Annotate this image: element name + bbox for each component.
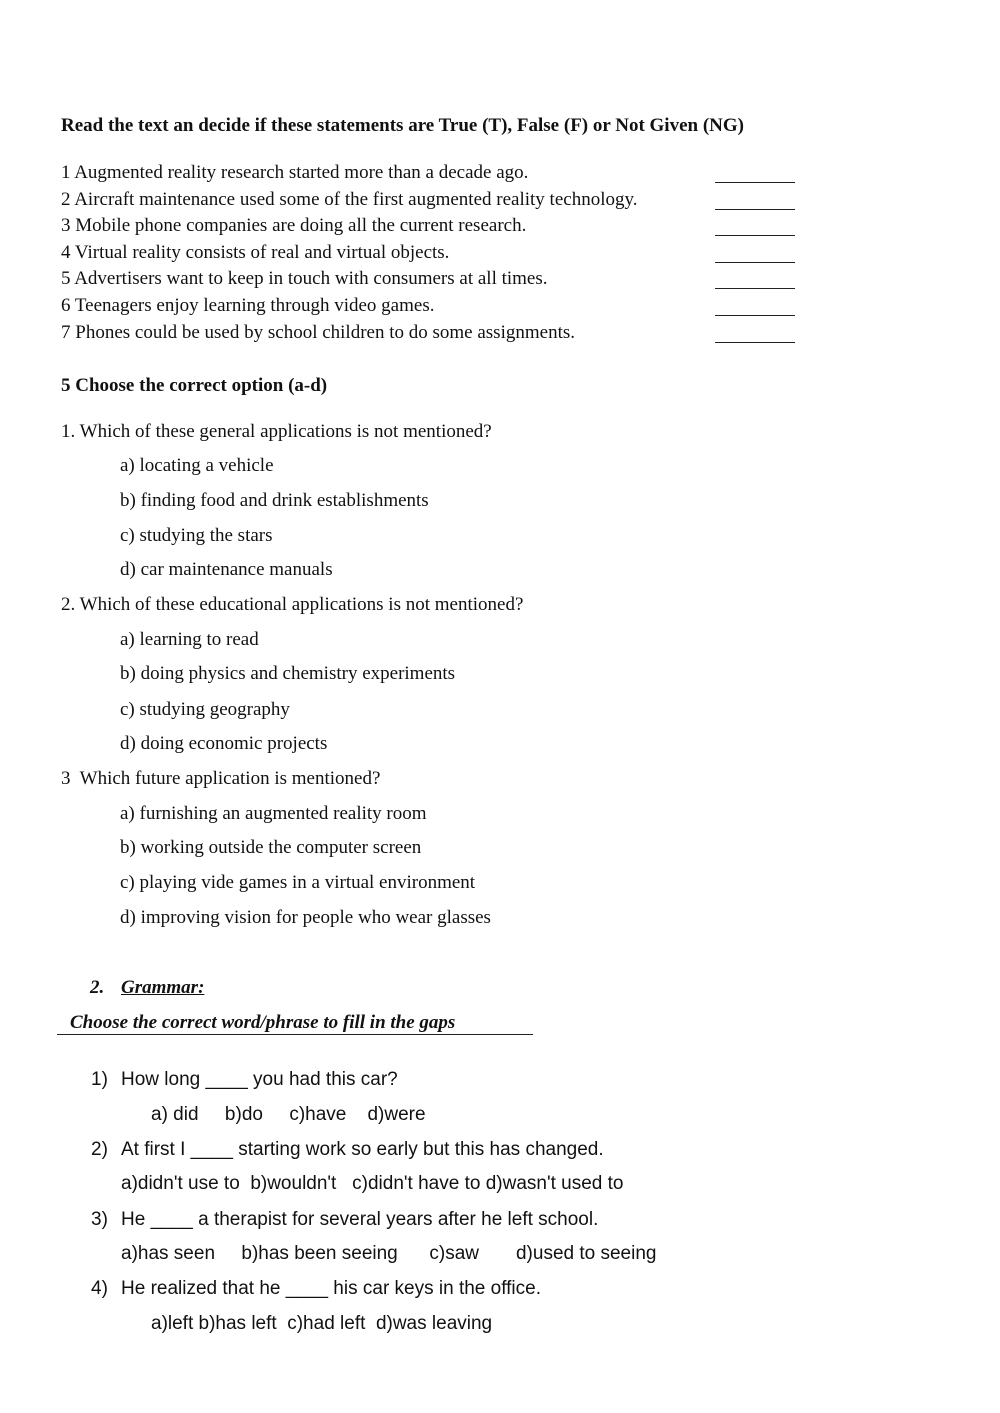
tf-statement-5: 5 Advertisers want to keep in touch with consumers at all times.: [61, 268, 548, 289]
tf-answer-blank-2[interactable]: [715, 209, 795, 210]
grammar-q2-number: 2): [91, 1139, 108, 1160]
mc-q3-option-b: b) working outside the computer screen: [120, 837, 422, 858]
mc-q2-option-d: d) doing economic projects: [120, 733, 328, 754]
tf-statement-7: 7 Phones could be used by school children to do some assignments.: [61, 322, 575, 343]
tf-statement-2: 2 Aircraft maintenance used some of the first augmented reality technology.: [61, 189, 638, 210]
tf-answer-blank-3[interactable]: [715, 235, 795, 236]
mc-q3-option-a: a) furnishing an augmented reality room: [120, 803, 427, 824]
mc-question-2: 2. Which of these educational applications is not mentioned?: [61, 594, 524, 615]
grammar-q1-text: How long ____ you had this car?: [121, 1069, 398, 1090]
tf-answer-blank-5[interactable]: [715, 288, 795, 289]
grammar-q2-options: a)didn't use to b)wouldn't c)didn't have to d)wasn't used to: [121, 1173, 624, 1194]
tf-answer-blank-1[interactable]: [715, 182, 795, 183]
tf-statement-3: 3 Mobile phone companies are doing all the current research.: [61, 215, 527, 236]
grammar-q4-options: a)left b)has left c)had left d)was leaving: [151, 1313, 493, 1334]
tf-answer-blank-7[interactable]: [715, 342, 795, 343]
instruction-underline: [57, 1034, 533, 1035]
grammar-q2-text: At first I ____ starting work so early but this has changed.: [121, 1139, 604, 1160]
grammar-q3-text: He ____ a therapist for several years after he left school.: [121, 1209, 599, 1230]
tf-statement-6: 6 Teenagers enjoy learning through video games.: [61, 295, 435, 316]
mc-q2-option-b: b) doing physics and chemistry experiments: [120, 663, 456, 684]
mc-q2-option-a: a) learning to read: [120, 629, 259, 650]
grammar-q3-number: 3): [91, 1209, 108, 1230]
grammar-q4-number: 4): [91, 1278, 108, 1299]
tf-statement-4: 4 Virtual reality consists of real and virtual objects.: [61, 242, 450, 263]
grammar-q3-options: a)has seen b)has been seeing c)saw d)used to seeing: [121, 1243, 657, 1264]
mc-q3-option-d: d) improving vision for people who wear glasses: [120, 907, 491, 928]
grammar-q1-options: a) did b)do c)have d)were: [151, 1104, 426, 1125]
grammar-instruction: Choose the correct word/phrase to fill in the gaps: [70, 1012, 456, 1033]
mc-heading: 5 Choose the correct option (a-d): [61, 375, 328, 396]
tf-answer-blank-4[interactable]: [715, 262, 795, 263]
mc-q1-option-d: d) car maintenance manuals: [120, 559, 333, 580]
tf-heading: Read the text an decide if these statements are True (T), False (F) or Not Given (NG): [61, 115, 744, 136]
mc-q1-option-b: b) finding food and drink establishments: [120, 490, 429, 511]
grammar-q4-text: He realized that he ____ his car keys in the office.: [121, 1278, 542, 1299]
grammar-section-number: 2.: [90, 977, 105, 998]
mc-question-3: 3 Which future application is mentioned?: [61, 768, 381, 789]
grammar-q1-number: 1): [91, 1069, 108, 1090]
tf-statement-1: 1 Augmented reality research started more than a decade ago.: [61, 162, 529, 183]
mc-q1-option-a: a) locating a vehicle: [120, 455, 274, 476]
mc-question-1: 1. Which of these general applications is not mentioned?: [61, 421, 492, 442]
mc-q3-option-c: c) playing vide games in a virtual environment: [120, 872, 476, 893]
tf-answer-blank-6[interactable]: [715, 315, 795, 316]
mc-q2-option-c: c) studying geography: [120, 699, 290, 720]
grammar-title: Grammar:: [121, 977, 205, 998]
mc-q1-option-c: c) studying the stars: [120, 525, 273, 546]
